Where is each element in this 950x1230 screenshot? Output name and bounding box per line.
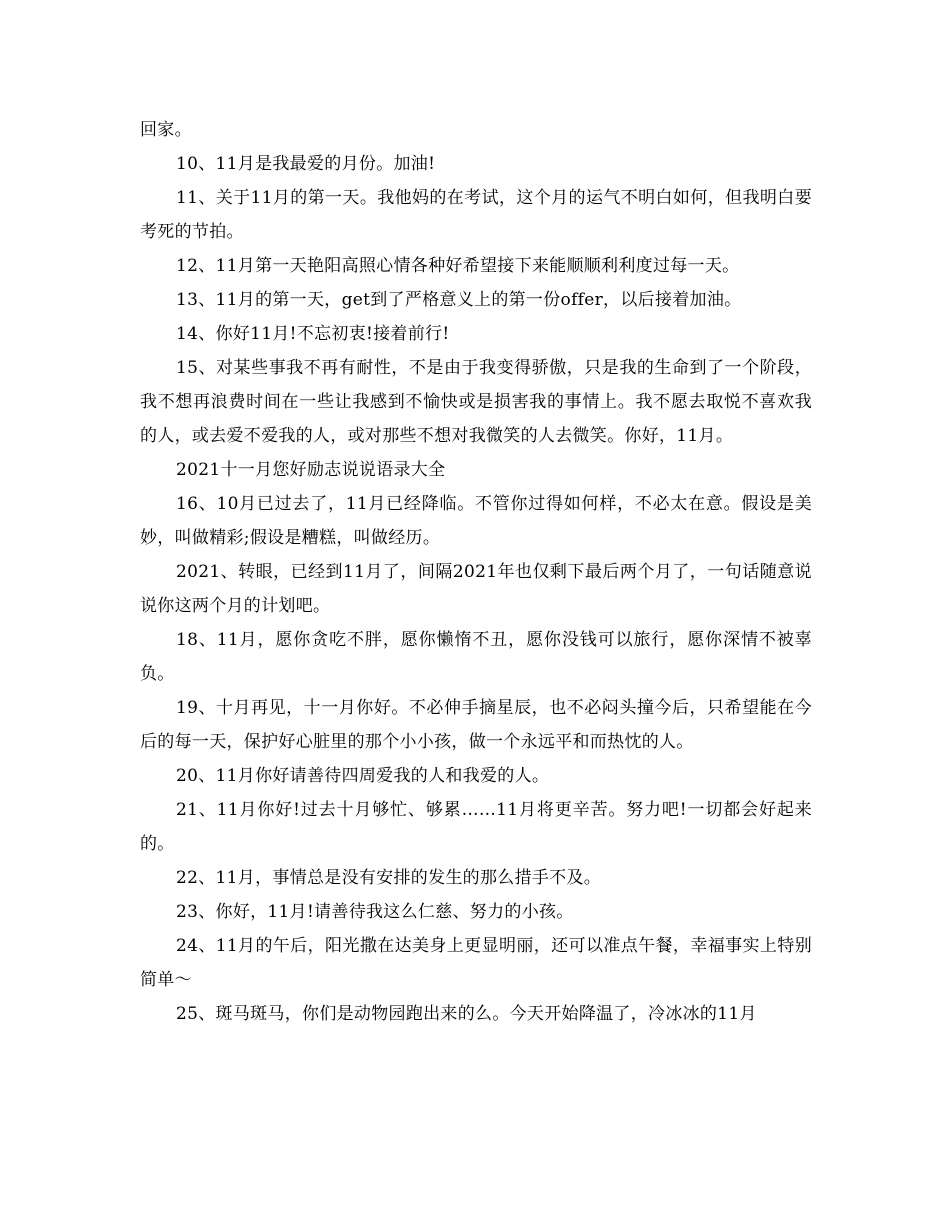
paragraph-item-21: 21、11月你好!过去十月够忙、够累……11月将更辛苦。努力吧!一切都会好起来的。 [140, 800, 812, 854]
paragraph-item-11: 11、关于11月的第一天。我他妈的在考试，这个月的运气不明白如何，但我明白要考死的节拍。 [140, 188, 812, 242]
paragraph-item-16: 16、10月已过去了，11月已经降临。不管你过得如何样，不必太在意。假设是美妙，叫做精彩;假设是糟糕，叫做经历。 [140, 494, 812, 548]
paragraph-item-15: 15、对某些事我不再有耐性，不是由于我变得骄傲，只是我的生命到了一个阶段，我不想再浪费时间在一些让我感到不愉快或是损害我的事情上。我不愿去取悦不喜欢我的人，或去爱不爱我的人，或对那些不想对我微笑的人去微笑。你好，11月。 [140, 358, 812, 446]
paragraph-item-23: 23、你好，11月!请善待我这么仁慈、努力的小孩。 [176, 902, 574, 922]
document-page [140, 113, 812, 1031]
paragraph-item-14: 14、你好11月!不忘初衷!接着前行! [176, 324, 450, 344]
paragraph-item-24: 24、11月的午后，阳光撒在达美身上更显明丽，还可以准点午餐，幸福事实上特别简单～ [140, 936, 812, 990]
paragraph-item-20: 20、11月你好请善待四周爱我的人和我爱的人。 [176, 766, 550, 786]
paragraph-item-25: 25、斑马斑马，你们是动物园跑出来的么。今天开始降温了，冷冰冰的11月 [176, 1004, 757, 1024]
paragraph-item-13: 13、11月的第一天，get到了严格意义上的第一份offer，以后接着加油。 [176, 290, 742, 310]
paragraph-item-22: 22、11月，事情总是没有安排的发生的那么措手不及。 [176, 868, 602, 888]
paragraph-item-10: 10、11月是我最爱的月份。加油! [176, 154, 436, 174]
paragraph-item-2021: 2021、转眼，已经到11月了，间隔2021年也仅剩下最后两个月了，一句话随意说说你这两个月的计划吧。 [140, 562, 812, 616]
paragraph-item-12: 12、11月第一天艳阳高照心情各种好希望接下来能顺顺利利度过每一天。 [176, 256, 740, 276]
paragraph-item-18: 18、11月，愿你贪吃不胖，愿你懒惰不丑，愿你没钱可以旅行，愿你深情不被辜负。 [140, 630, 812, 684]
section-heading: 2021十一月您好励志说说语录大全 [176, 460, 446, 480]
paragraph-item-19: 19、十月再见，十一月你好。不必伸手摘星辰，也不必闷头撞今后，只希望能在今后的每一天，保护好心脏里的那个小小孩，做一个永远平和而热忱的人。 [140, 698, 812, 752]
paragraph-continuation: 回家。 [140, 120, 192, 140]
